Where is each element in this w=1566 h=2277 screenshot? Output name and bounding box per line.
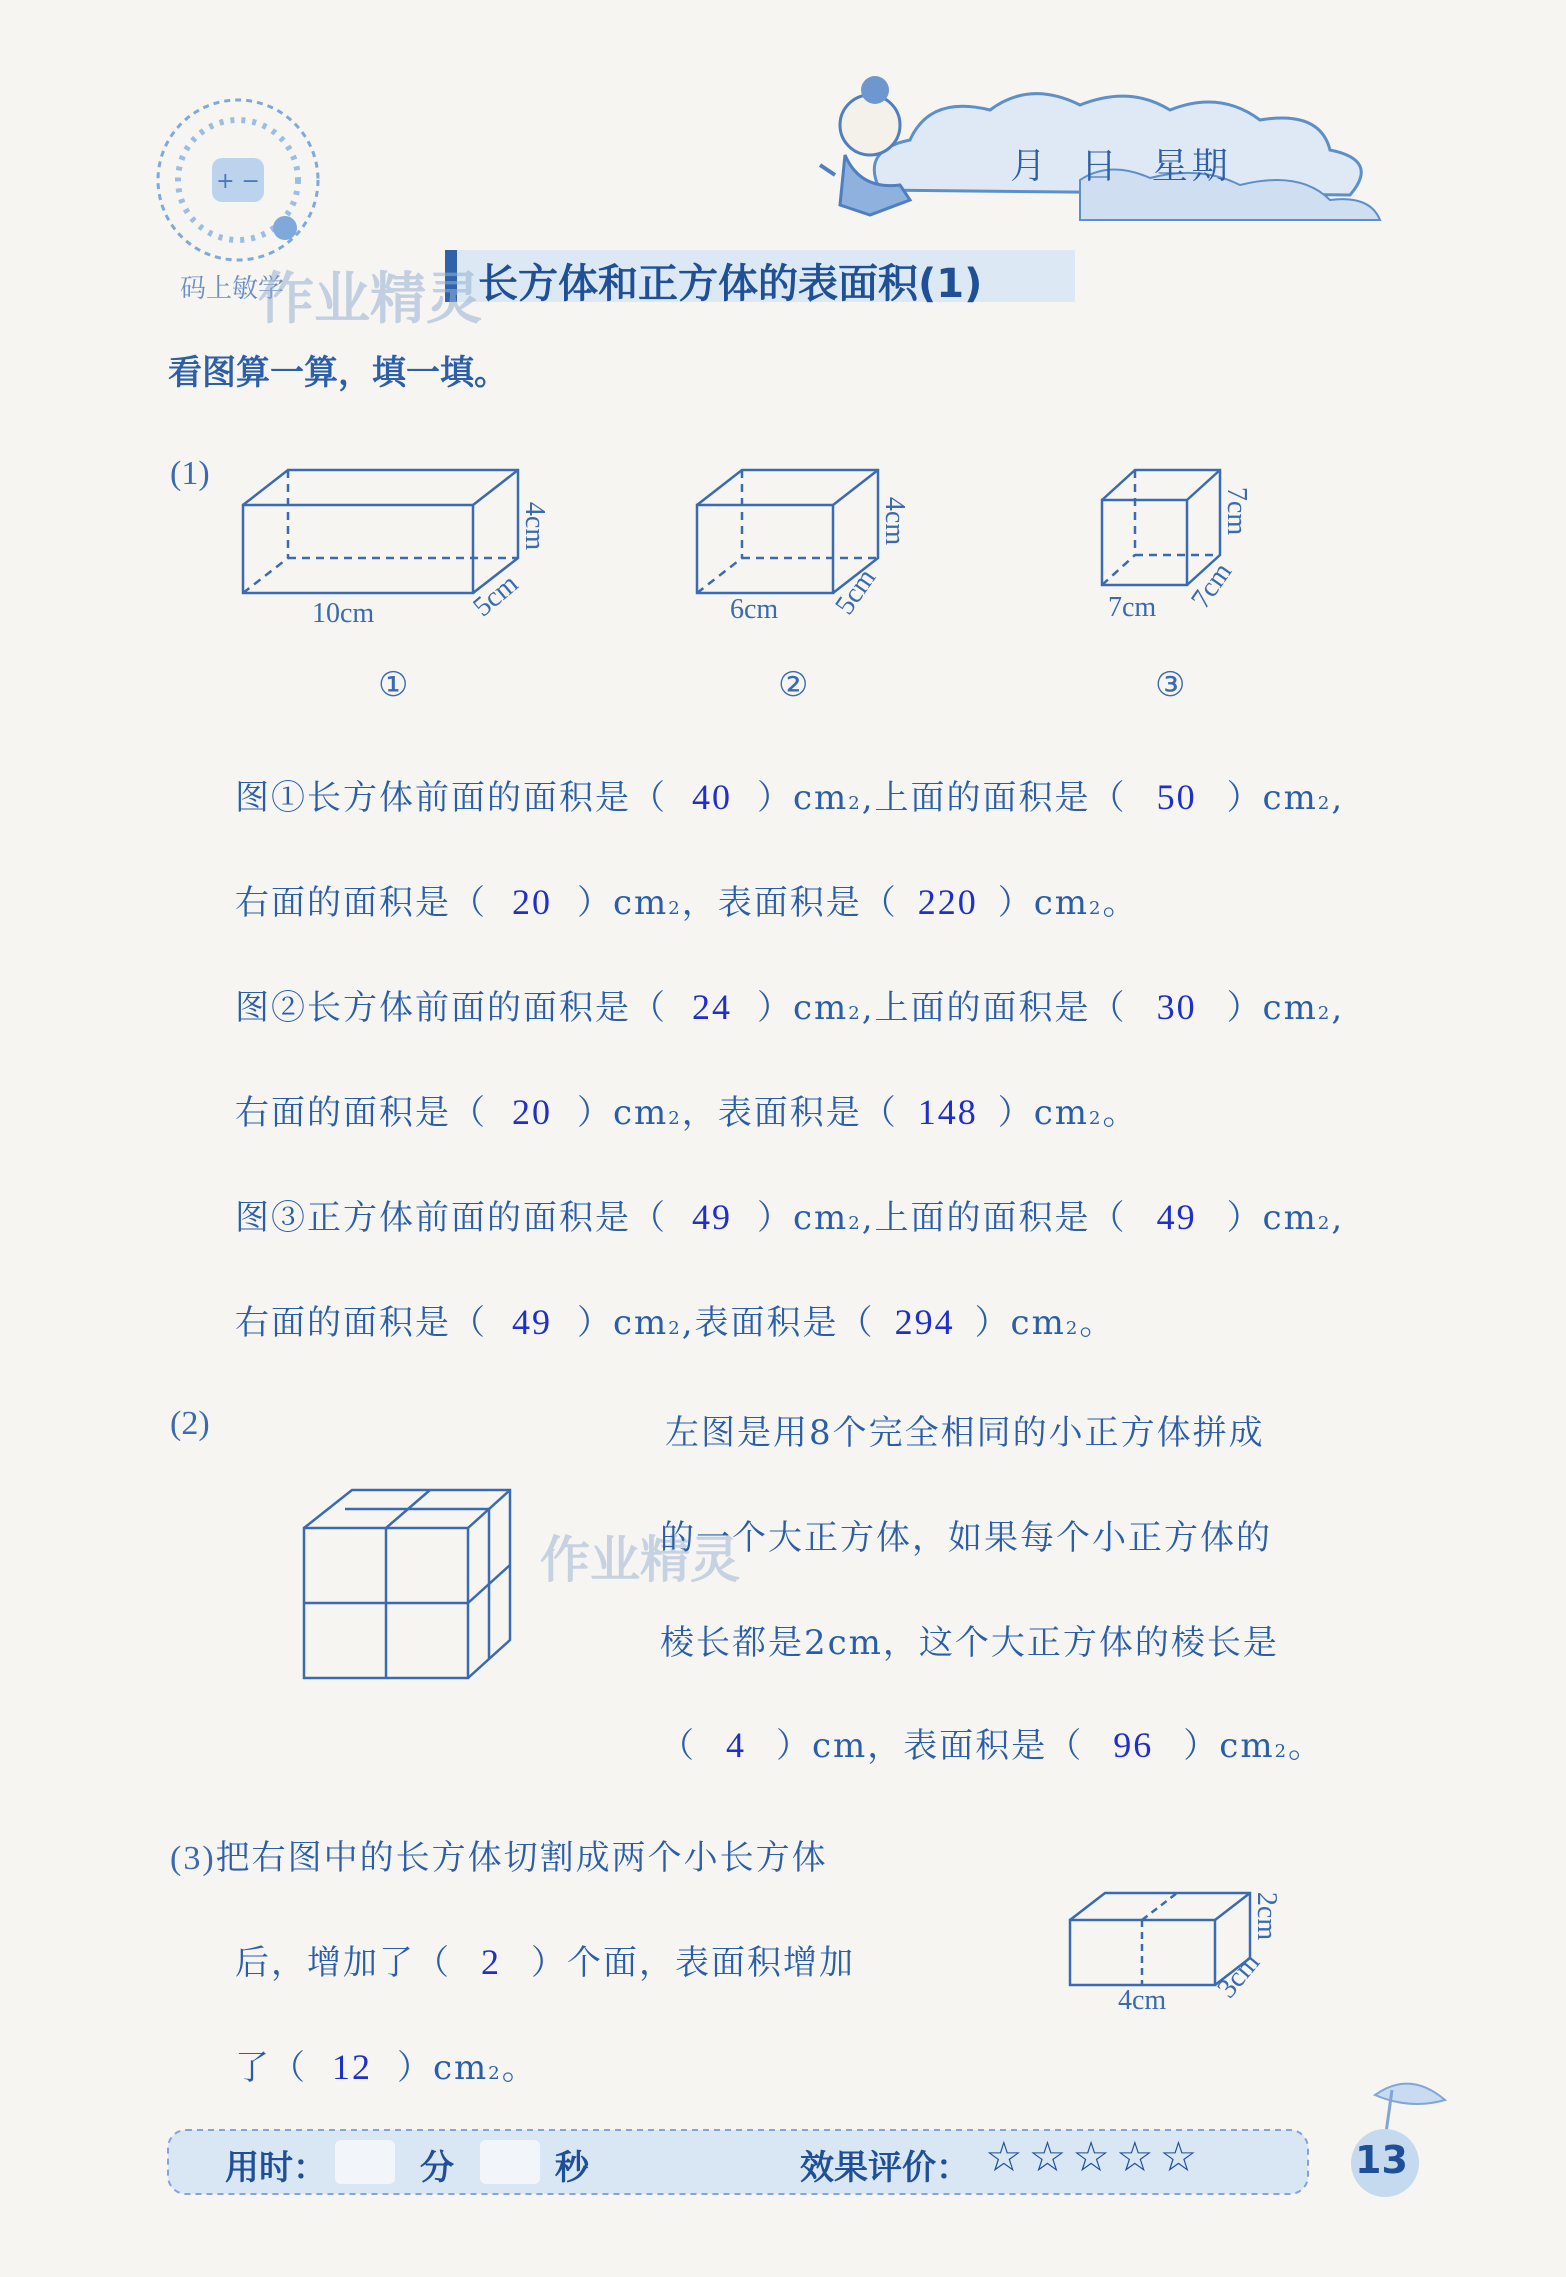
q2-answer-edge: 4: [726, 1725, 746, 1765]
q1-answer-b: 49: [1156, 1197, 1197, 1237]
q1-text-mid: ,上面的面积是（: [861, 988, 1127, 1028]
q1-answer-line: [235, 980, 1344, 1029]
cube-figure-3: [1102, 470, 1220, 585]
fig2-number: ②: [778, 667, 809, 704]
q3-width: 3cm: [1211, 1947, 1267, 2005]
q1-unit-b: ）cm: [997, 1093, 1090, 1133]
q3-text-2b: ）个面，表面积增加: [531, 1943, 855, 1983]
minutes-label: 分: [420, 2148, 454, 2188]
page-title: 长方体和正方体的表面积(1): [478, 261, 983, 307]
q2-line-2: 的一个大正方体，如果每个小正方体的: [660, 1518, 1272, 1558]
fig1-number: ①: [378, 667, 409, 704]
q1-answer-a: 20: [512, 1092, 552, 1132]
q1-sup-a: 2: [848, 793, 862, 814]
q2-end: 。: [1288, 1726, 1325, 1766]
q1-sup-a: 2: [848, 1213, 862, 1234]
q1-text-mid: ，表面积是（: [681, 1093, 898, 1133]
fig3-number: ③: [1155, 667, 1186, 704]
q2-line-1: 左图是用8个完全相同的小正方体拼成: [665, 1413, 1265, 1453]
q1-unit-b: ）cm: [974, 1303, 1066, 1343]
q3-answer-faces: 2: [481, 1942, 501, 1982]
q1-answer-b: 30: [1156, 987, 1197, 1027]
q1-sup-b: 2: [1065, 1318, 1080, 1339]
q1-answer-b: 220: [917, 882, 978, 922]
q1-unit-a: ）cm: [577, 883, 669, 923]
q1-text-pre: 右面的面积是（: [235, 1303, 487, 1343]
q1-sup-b: 2: [1317, 1003, 1332, 1024]
q1-text-mid: ,上面的面积是（: [861, 778, 1127, 818]
q1-unit-a: ）cm: [577, 1093, 669, 1133]
q3-height: 2cm: [1251, 1891, 1283, 1941]
q2-text-mid: ）cm，表面积是（: [776, 1726, 1084, 1766]
q1-answer-a: 24: [692, 987, 732, 1027]
minutes-box: [335, 2140, 395, 2184]
q1-sup-a: 2: [668, 1318, 682, 1339]
q3-marker: (3): [170, 1840, 216, 1877]
fig3-length: 7cm: [1108, 592, 1157, 623]
qr-caption: 码上敏学: [180, 274, 285, 304]
q1-text-mid: ,上面的面积是（: [861, 1198, 1127, 1238]
q1-answer-a: 40: [692, 777, 732, 817]
q3-end: 。: [501, 2048, 538, 2088]
q2-sup: 2: [1274, 1741, 1289, 1762]
q2-paren-open: （: [660, 1726, 696, 1766]
q1-text-mid: ,表面积是（: [681, 1303, 875, 1343]
q1-text-end: ,: [1331, 988, 1345, 1028]
q1-marker: (1): [170, 455, 210, 492]
q1-answer-line: [235, 1190, 1344, 1239]
star-rating-icon[interactable]: ☆☆☆☆☆: [985, 2132, 1204, 2181]
fig1-height: 4cm: [519, 501, 551, 551]
qr-code-icon: [158, 100, 318, 260]
q3-sup: 2: [488, 2063, 502, 2084]
q3-line-1: [170, 1830, 828, 1879]
seconds-box: [480, 2140, 540, 2184]
fig2-length: 6cm: [730, 594, 779, 625]
q3-text-2a: 后，增加了（: [235, 1943, 451, 1983]
q1-text-end: 。: [1102, 883, 1139, 923]
q3-text-1: 把右图中的长方体切割成两个小长方体: [215, 1838, 828, 1878]
cuboid-figure-1: [243, 470, 518, 593]
q1-text-end: 。: [1079, 1303, 1116, 1343]
q1-text-pre: 图①长方体前面的面积是（: [235, 778, 667, 818]
fig2-width: 5cm: [829, 563, 883, 621]
watermark-2: 作业精灵: [540, 1531, 740, 1589]
q1-answer-b: 294: [894, 1302, 955, 1342]
q2-answer-area: 96: [1113, 1725, 1154, 1765]
q1-unit-b: ）cm: [997, 883, 1090, 923]
svg-text:+ −: + −: [216, 169, 260, 194]
q1-unit-a: ）cm: [577, 1303, 669, 1343]
q1-unit-b: ）cm: [1226, 1198, 1318, 1238]
instruction: 看图算一算，填一填。: [168, 353, 508, 393]
watermark: 作业精灵: [258, 267, 482, 332]
fig1-length: 10cm: [312, 598, 375, 629]
q1-answer-line: [235, 875, 1139, 924]
fig1-width: 5cm: [467, 568, 525, 623]
q1-text-end: 。: [1102, 1093, 1139, 1133]
q1-answer-a: 20: [512, 882, 552, 922]
q2-line-3: 棱长都是2cm，这个大正方体的棱长是: [660, 1623, 1279, 1663]
q1-sup-a: 2: [668, 898, 682, 919]
q3-line-2: [235, 1935, 855, 1984]
q1-sup-b: 2: [1317, 793, 1332, 814]
time-label: 用时：: [225, 2148, 327, 2188]
q1-unit-a: ）cm: [757, 1198, 849, 1238]
evaluation-label: 效果评价：: [800, 2148, 970, 2188]
q1-unit-a: ）cm: [757, 988, 849, 1028]
q1-answer-line: [235, 1295, 1115, 1344]
q1-answer-b: 50: [1156, 777, 1197, 817]
fig3-height: 7cm: [1221, 486, 1253, 536]
q1-sup-b: 2: [1089, 1108, 1103, 1129]
q1-unit-b: ）cm: [1226, 988, 1318, 1028]
big-cube-figure: [304, 1490, 510, 1678]
q3-length: 4cm: [1118, 1985, 1167, 2016]
q1-answer-a: 49: [512, 1302, 552, 1342]
q1-unit-b: ）cm: [1226, 778, 1318, 818]
date-label: 月 日 星期: [1010, 146, 1232, 187]
page-number: 13: [1355, 2138, 1408, 2182]
q1-sup-a: 2: [848, 1003, 862, 1024]
seconds-label: 秒: [555, 2148, 589, 2188]
q2-unit: ）cm: [1183, 1726, 1275, 1766]
q1-sup-b: 2: [1317, 1213, 1332, 1234]
q1-answer-a: 49: [692, 1197, 732, 1237]
q3-unit: ）cm: [397, 2048, 489, 2088]
q1-answer-b: 148: [917, 1092, 978, 1132]
q3-text-3a: 了（: [235, 2048, 307, 2088]
q2-line-4: [660, 1718, 1324, 1767]
q3-line-3: [235, 2040, 538, 2089]
q1-text-mid: ，表面积是（: [681, 883, 898, 923]
q1-text-pre: 右面的面积是（: [235, 1093, 487, 1133]
q3-answer-area: 12: [332, 2047, 372, 2087]
q1-answer-line: [235, 1085, 1139, 1134]
q1-unit-a: ）cm: [757, 778, 849, 818]
q1-sup-a: 2: [668, 1108, 682, 1129]
q1-text-pre: 图③正方体前面的面积是（: [235, 1198, 667, 1238]
fig3-width: 7cm: [1185, 557, 1239, 615]
fig2-height: 4cm: [879, 496, 911, 546]
q2-marker: (2): [170, 1405, 210, 1442]
q1-text-pre: 右面的面积是（: [235, 883, 487, 923]
q1-answer-line: [235, 770, 1344, 819]
q1-text-end: ,: [1331, 1198, 1345, 1238]
q1-sup-b: 2: [1089, 898, 1103, 919]
q1-text-end: ,: [1331, 778, 1345, 818]
q1-text-pre: 图②长方体前面的面积是（: [235, 988, 667, 1028]
